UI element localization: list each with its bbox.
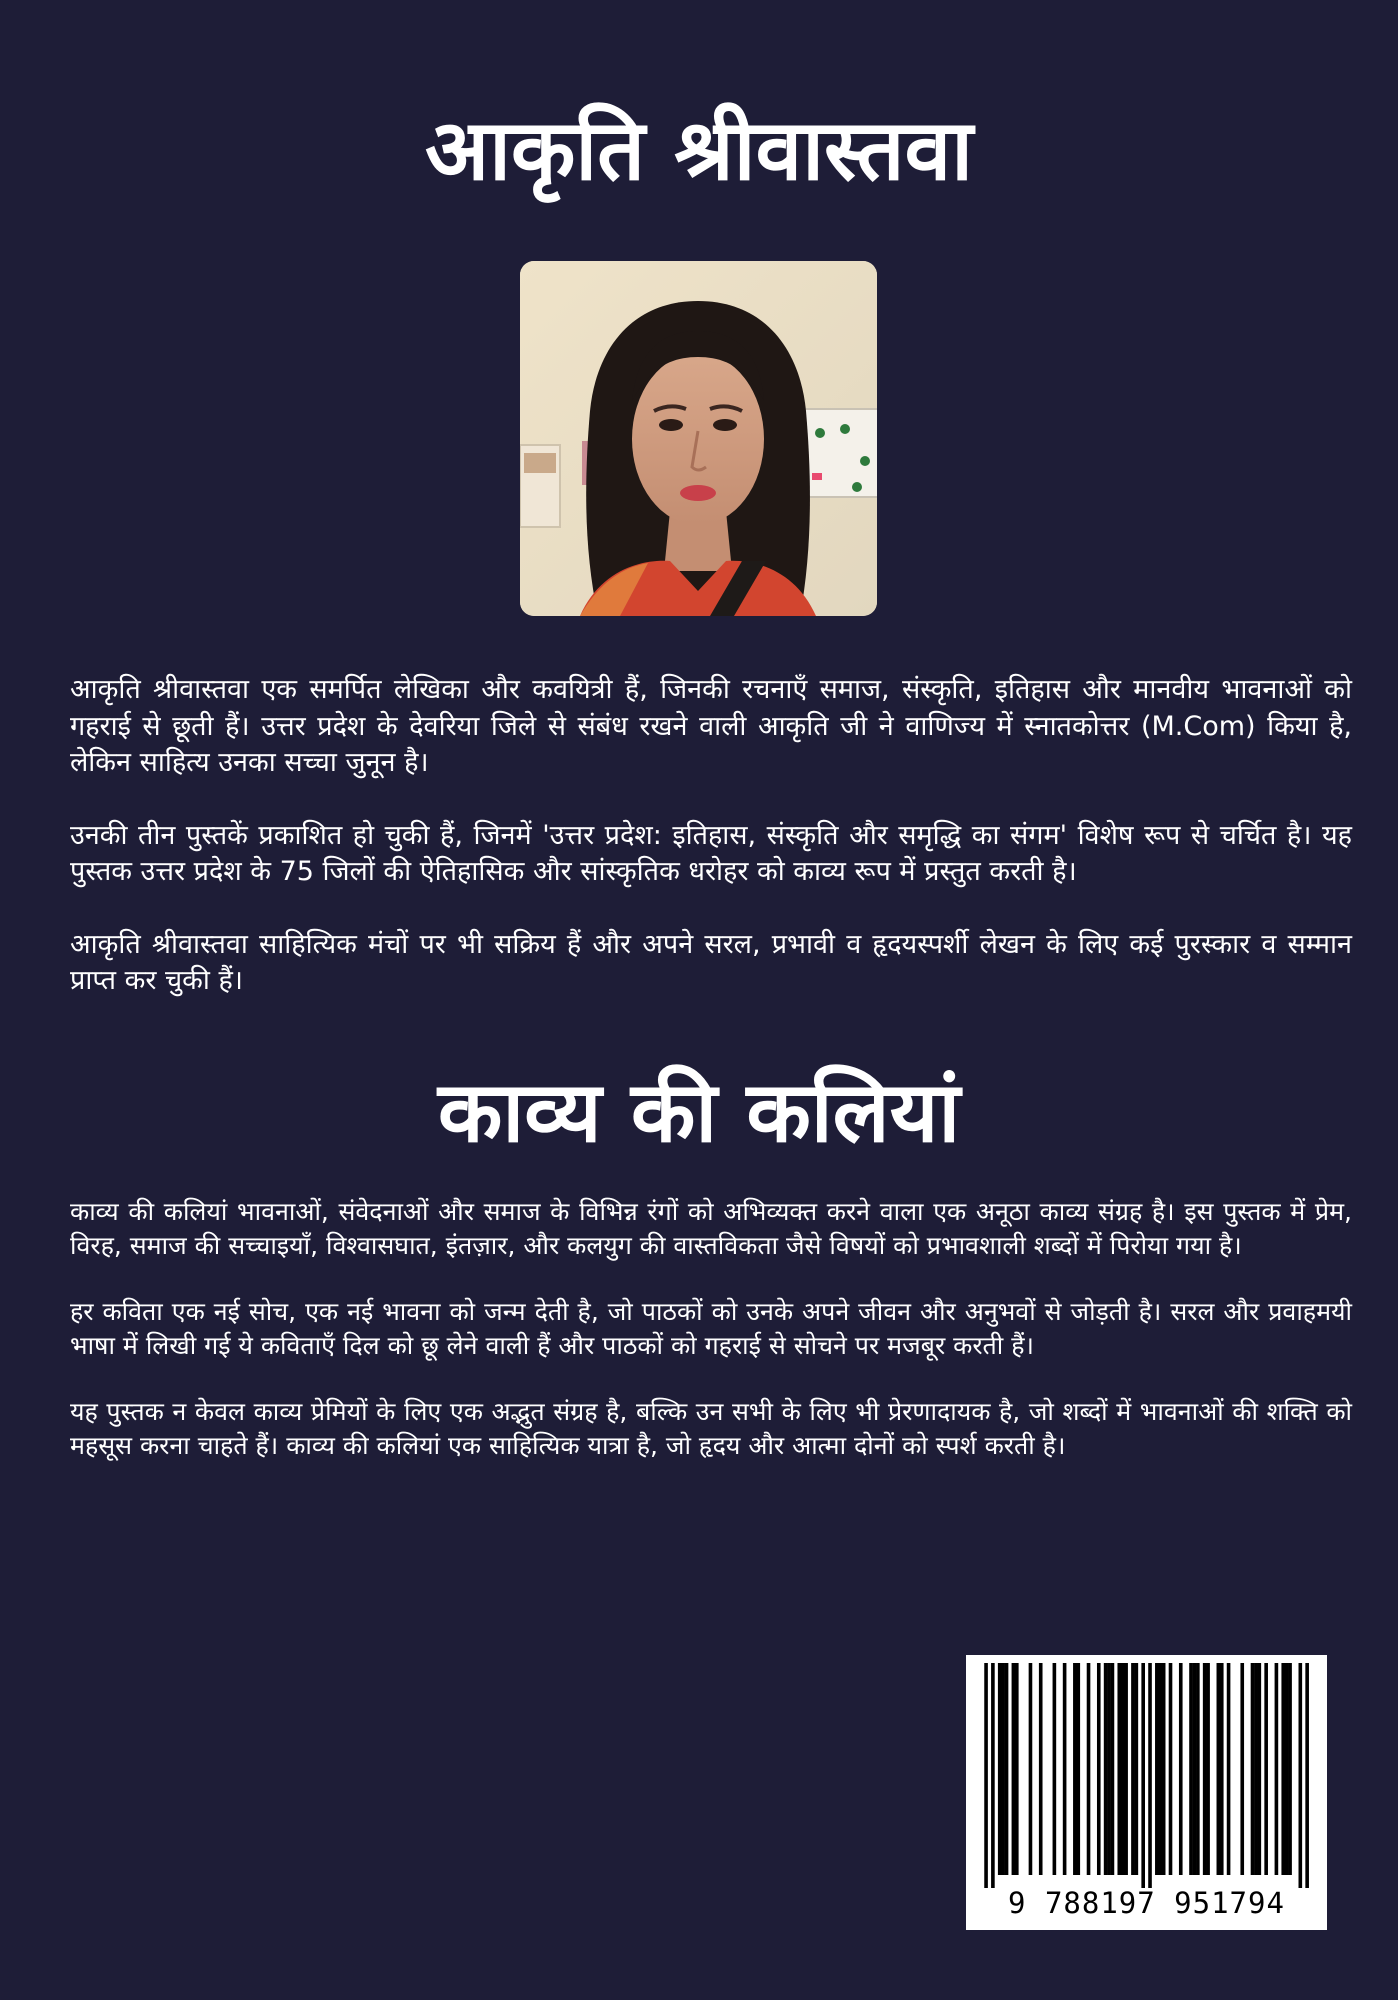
barcode-bar <box>1039 1663 1043 1875</box>
barcode-bar <box>1254 1663 1258 1875</box>
barcode-bar <box>1063 1663 1067 1875</box>
barcode-bar <box>1169 1663 1173 1875</box>
barcode-bar <box>1107 1663 1111 1875</box>
barcode-bar <box>1001 1663 1005 1875</box>
barcode-bar <box>1029 1663 1033 1875</box>
author-photo <box>520 261 877 616</box>
barcode-bar <box>1148 1663 1152 1888</box>
barcode-bar <box>1015 1663 1019 1875</box>
barcode-bar <box>1117 1663 1121 1875</box>
barcode-bar <box>1158 1663 1162 1875</box>
barcode-bar <box>1111 1663 1115 1875</box>
barcode-bar <box>1299 1663 1303 1888</box>
barcode-bar <box>991 1663 995 1888</box>
barcode-bar <box>1305 1663 1309 1888</box>
barcode-bar <box>1073 1663 1077 1875</box>
barcode-bar <box>1155 1663 1159 1875</box>
synopsis-paragraph: यह पुस्तक न केवल काव्य प्रेमियों के लिए एक अद्भुत संग्रह है, बल्कि उन सभी के लिए भी प्रेरणादायक है, जो शब्दों में भावनाओं की शक्ति को महसूस करना चाहते हैं। काव्य की कलियां एक साहित्यिक यात्रा है, जो हृदय और आत्मा दोनों को स्पर्श करती है। <box>70 1397 1352 1460</box>
author-portrait-image <box>520 261 877 616</box>
barcode-bar <box>1206 1663 1210 1875</box>
barcode-bar <box>1189 1663 1193 1875</box>
barcode-bar <box>1275 1663 1279 1875</box>
barcode-bar <box>1203 1663 1207 1875</box>
barcode-bar <box>1193 1663 1197 1875</box>
book-synopsis <box>70 1195 1352 1462</box>
barcode-bar <box>1104 1663 1108 1875</box>
barcode-bar <box>1227 1663 1231 1875</box>
barcode-bar <box>1240 1663 1244 1875</box>
barcode-bar <box>1220 1663 1224 1875</box>
author-name: आकृति श्रीवास्तवा <box>425 101 973 199</box>
barcode-bar <box>1281 1663 1285 1875</box>
isbn-barcode <box>966 1655 1327 1930</box>
barcode-bar <box>1121 1663 1125 1875</box>
barcode-bar <box>1076 1663 1080 1875</box>
barcode-bar <box>1285 1663 1289 1875</box>
barcode-bar <box>1087 1663 1091 1875</box>
barcode-bar <box>984 1663 988 1888</box>
barcode-bar <box>1217 1663 1221 1875</box>
barcode-bar <box>1179 1663 1183 1875</box>
barcode-bar <box>1135 1663 1139 1875</box>
bio-paragraph: आकृति श्रीवास्तवा साहित्यिक मंचों पर भी सक्रिय हैं और अपने सरल, प्रभावी व हृदयस्पर्शी लेखन के लिए कई पुरस्कार व सम्मान प्राप्त कर चुकी हैं। <box>70 928 1352 996</box>
barcode-bar <box>1124 1663 1128 1875</box>
barcode-bar <box>1131 1663 1135 1875</box>
bio-paragraph: उनकी तीन पुस्तकें प्रकाशित हो चुकी हैं, जिनमें 'उत्तर प्रदेश: इतिहास, संस्कृति और समृद्धि का संगम' विशेष रूप से चर्चित है। यह पुस्तक उत्तर प्रदेश के 75 जिलों की ऐतिहासिक और सांस्कृतिक धरोहर को काव्य रूप में प्रस्तुत करती है। <box>70 819 1352 887</box>
barcode-bars <box>974 1663 1319 1888</box>
barcode-bar <box>1141 1663 1145 1888</box>
barcode-bar <box>1162 1663 1166 1875</box>
barcode-bar <box>1251 1663 1255 1875</box>
barcode-bar <box>1264 1663 1268 1875</box>
barcode-bar <box>1288 1663 1292 1875</box>
barcode-bar <box>1258 1663 1262 1875</box>
barcode-bar <box>998 1663 1002 1875</box>
barcode-bar <box>1196 1663 1200 1875</box>
synopsis-paragraph: काव्य की कलियां भावनाओं, संवेदनाओं और समाज के विभिन्न रंगों को अभिव्यक्त करने वाला एक अनूठा काव्य संग्रह है। इस पुस्तक में प्रेम, विरह, समाज की सच्चाइयाँ, विश्वासघात, इंतज़ार, और कलयुग की वास्तविकता जैसे विषयों को प्रभावशाली शब्दों में पिरोया गया है। <box>70 1197 1352 1260</box>
barcode-bar <box>1053 1663 1057 1875</box>
book-title: काव्य की कलियां <box>437 1063 961 1161</box>
author-bio <box>70 672 1352 1000</box>
synopsis-paragraph: हर कविता एक नई सोच, एक नई भावना को जन्म देती है, जो पाठकों को उनके अपने जीवन और अनुभवों से जोड़ती है। सरल और प्रवाहमयी भाषा में लिखी गई ये कविताएँ दिल को छू लेने वाली हैं और पाठकों को गहराई से सोचने पर मजबूर करती हैं। <box>70 1297 1352 1360</box>
barcode-bar <box>1012 1663 1016 1875</box>
barcode-bar <box>1005 1663 1009 1875</box>
barcode-number: 9 788197 951794 <box>1008 1886 1285 1920</box>
bio-paragraph: आकृति श्रीवास्तवा एक समर्पित लेखिका और कवयित्री हैं, जिनकी रचनाएँ समाज, संस्कृति, इतिहास और मानवीय भावनाओं को गहराई से छूती हैं। उत्तर प्रदेश के देवरिया जिले से संबंध रखने वाली आकृति जी ने वाणिज्य में स्नातकोत्तर (M.Com) किया है, लेकिन साहित्य उनका सच्चा जुनून है। <box>70 674 1352 778</box>
barcode-bar <box>1097 1663 1101 1875</box>
